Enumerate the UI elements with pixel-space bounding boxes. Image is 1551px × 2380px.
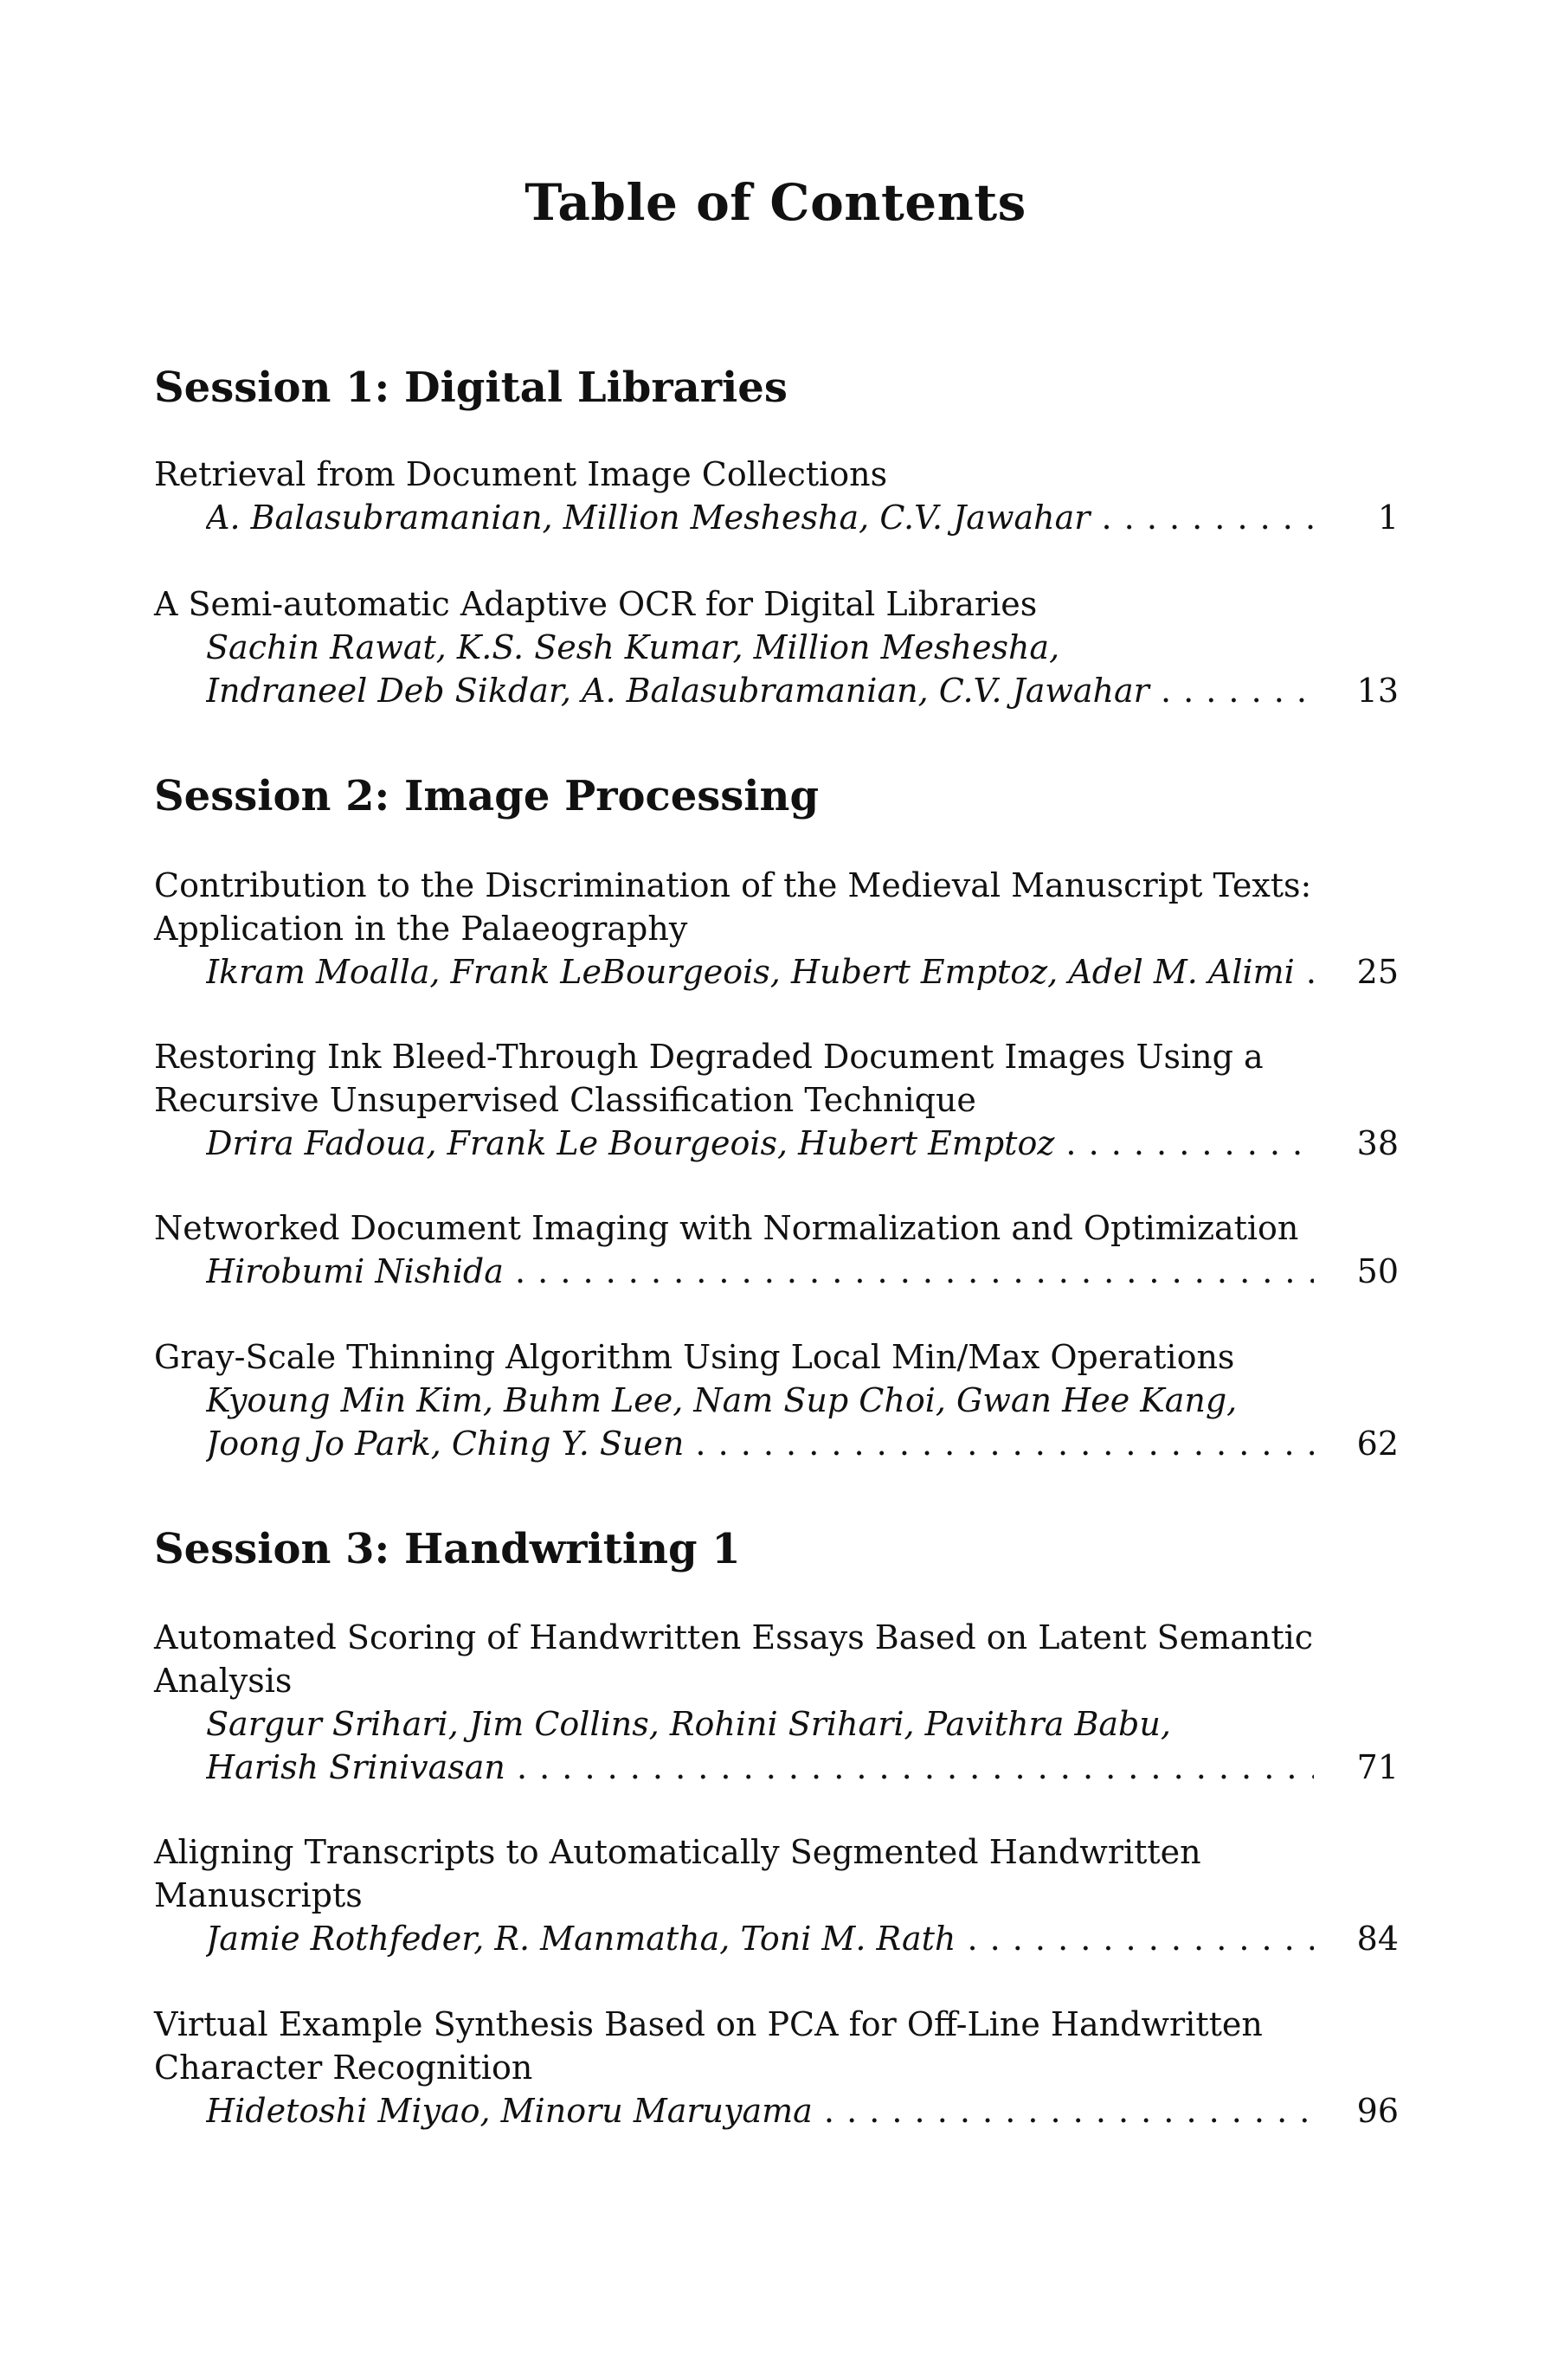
entry-title-line: Automated Scoring of Handwritten Essays Based on Latent Semantic — [154, 1618, 1314, 1656]
entry-title-line: Retrieval from Document Image Collections — [154, 455, 888, 493]
entry-authors-line: Sargur Srihari, Jim Collins, Rohini Srihari, Pavithra Babu, — [206, 1705, 1171, 1743]
entry-authors-line: Kyoung Min Kim, Buhm Lee, Nam Sup Choi, Gwan Hee Kang, — [206, 1381, 1238, 1419]
session-heading: Session 1: Digital Libraries — [154, 363, 788, 412]
entry-page-number: 1 — [1377, 499, 1399, 537]
entry-page-number: 96 — [1356, 2092, 1399, 2130]
entry-title-line: Character Recognition — [154, 2049, 533, 2087]
entry-authors-line: Ikram Moalla, Frank LeBourgeois, Hubert Emptoz, Adel M. Alimi . . . — [206, 950, 1314, 994]
entry-page-number: 25 — [1356, 953, 1399, 991]
entry-authors-line: Hidetoshi Miyao, Minoru Maruyama . . . — [206, 2089, 1314, 2132]
entry-authors-line: Jamie Rothfeder, R. Manmatha, Toni M. Rath . . . — [206, 1917, 1314, 1960]
entry-title-line: Aligning Transcripts to Automatically Segmented Handwritten — [154, 1833, 1201, 1871]
entry-title-line: Contribution to the Discrimination of the Medieval Manuscript Texts: — [154, 866, 1312, 904]
entry-authors-line: Indraneel Deb Sikdar, A. Balasubramanian, C.V. Jawahar . . . — [206, 669, 1314, 712]
entry-title-line: Networked Document Imaging with Normalization and Optimization — [154, 1209, 1299, 1247]
entry-title-line: Virtual Example Synthesis Based on PCA for Off-Line Handwritten — [154, 2005, 1263, 2043]
entry-authors-line: Hirobumi Nishida . . . — [206, 1250, 1314, 1293]
entry-title-line: A Semi-automatic Adaptive OCR for Digital Libraries — [154, 585, 1038, 623]
entry-authors-line: Drira Fadoua, Frank Le Bourgeois, Hubert Emptoz . . . — [206, 1122, 1314, 1165]
entry-title-line: Restoring Ink Bleed-Through Degraded Document Images Using a — [154, 1038, 1264, 1076]
entry-authors-line: Sachin Rawat, K.S. Sesh Kumar, Million Meshesha, — [206, 628, 1060, 666]
entry-authors-line: Harish Srinivasan . . . — [206, 1746, 1314, 1789]
entry-page-number: 50 — [1356, 1252, 1399, 1290]
entry-page-number: 62 — [1356, 1425, 1399, 1463]
entry-title-line: Analysis — [154, 1662, 293, 1700]
entry-title-line: Application in the Palaeography — [154, 910, 688, 948]
entry-title-line: Recursive Unsupervised Classification Technique — [154, 1081, 976, 1119]
entry-page-number: 84 — [1356, 1920, 1399, 1958]
entry-title-line: Gray-Scale Thinning Algorithm Using Local Min/Max Operations — [154, 1338, 1235, 1376]
entry-page-number: 13 — [1356, 672, 1399, 710]
session-heading: Session 3: Handwriting 1 — [154, 1525, 741, 1573]
page-title: Table of Contents — [525, 173, 1026, 232]
entry-page-number: 71 — [1356, 1748, 1399, 1786]
session-heading: Session 2: Image Processing — [154, 772, 819, 820]
entry-page-number: 38 — [1356, 1124, 1399, 1162]
entry-title-line: Manuscripts — [154, 1876, 363, 1914]
entry-authors-line: A. Balasubramanian, Million Meshesha, C.V. Jawahar . . . — [206, 496, 1314, 539]
entry-authors-line: Joong Jo Park, Ching Y. Suen . . . — [206, 1422, 1314, 1465]
